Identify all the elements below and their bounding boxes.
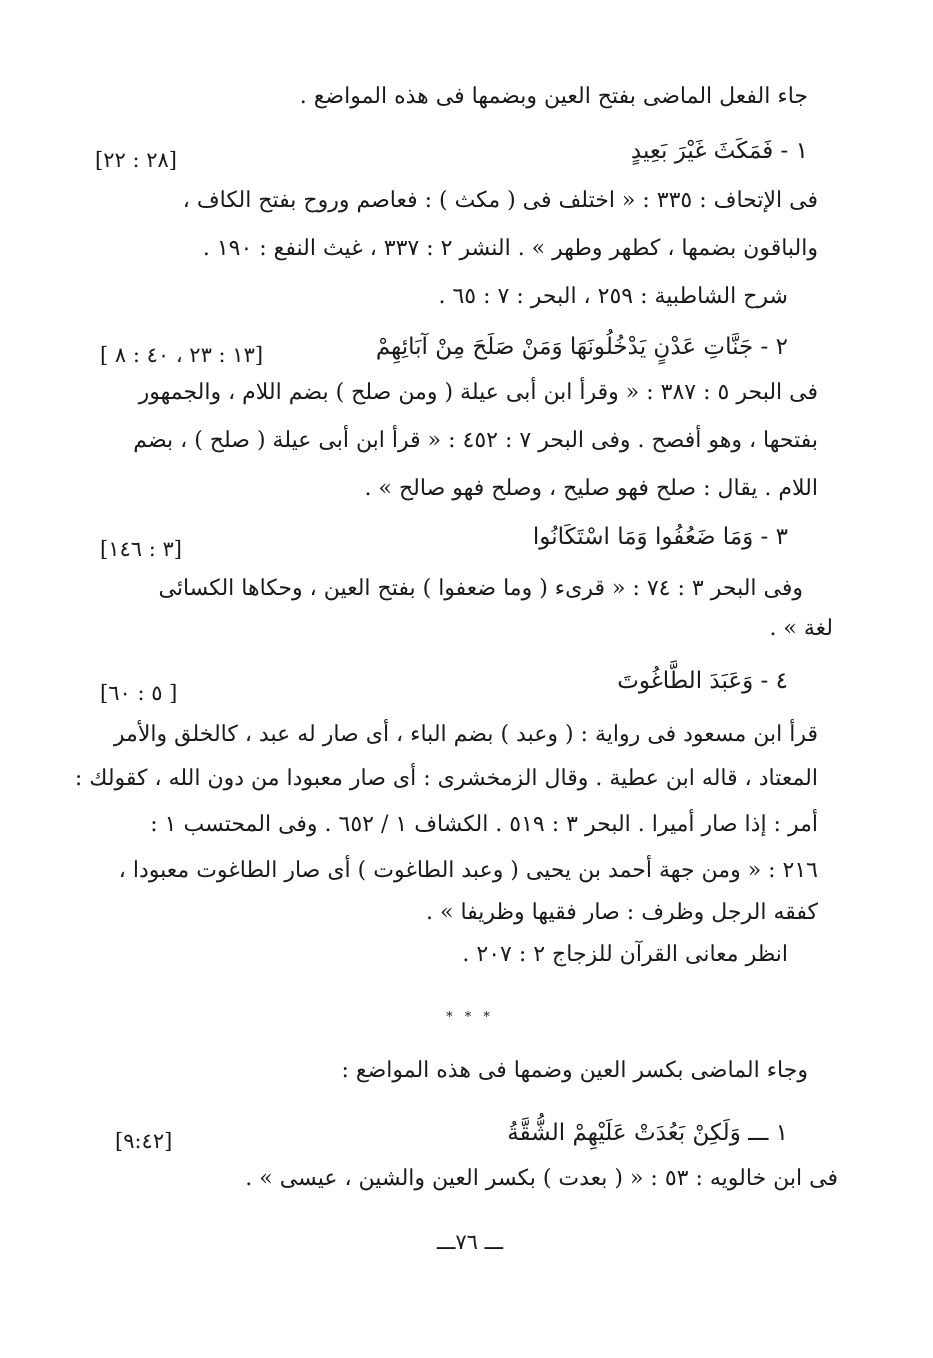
quran-verse: ٤ - وَعَبَدَ الطَّاغُوتَ bbox=[617, 668, 788, 694]
commentary-line: المعتاد ، قاله ابن عطية . وقال الزمخشرى : أى صار معبودا من دون الله ، كقولك : bbox=[74, 766, 818, 791]
quran-verse: ٢ - جَنَّاتِ عَدْنٍ يَدْخُلُونَهَا وَمَنْ صَلَحَ مِنْ آبَائِهِمْ bbox=[375, 334, 788, 360]
verse-reference: [٣ : ١٤٦] bbox=[100, 537, 182, 561]
section-separator: * * * bbox=[446, 1010, 494, 1025]
commentary-line: فى ابن خالويه : ٥٣ : « ( بعدت ) بكسر العين والشين ، عيسى » . bbox=[245, 1166, 838, 1191]
commentary-line: بفتحها ، وهو أفصح . وفى البحر ٧ : ٤٥٢ : « قرأ ابن أبى عيلة ( صلح ) ، بضم bbox=[133, 428, 818, 453]
commentary-line: فى البحر ٥ : ٣٨٧ : « وقرأ ابن أبى عيلة ( ومن صلح ) بضم اللام ، والجمهور bbox=[138, 380, 818, 405]
verse-reference: [٢٨ : ٢٢] bbox=[95, 148, 177, 172]
commentary-line: اللام . يقال : صلح فهو صليح ، وصلح فهو صالح » . bbox=[364, 476, 818, 501]
commentary-line: شرح الشاطبية : ٢٥٩ ، البحر : ٧ : ٦٥ . bbox=[438, 284, 788, 309]
commentary-line: فى الإتحاف : ٣٣٥ : « اختلف فى ( مكث ) : فعاصم وروح بفتح الكاف ، bbox=[182, 188, 818, 213]
commentary-line: انظر معانى القرآن للزجاج ٢ : ٢٠٧ . bbox=[462, 942, 788, 967]
section-intro: وجاء الماضى بكسر العين وضمها فى هذه المواضع : bbox=[341, 1058, 808, 1083]
quran-verse: ٣ - وَمَا ضَعُفُوا وَمَا اسْتَكَانُوا bbox=[532, 524, 788, 550]
verse-reference: [١٣ : ٢٣ ، ٤٠ : ٨ ] bbox=[100, 343, 264, 367]
commentary-line: ٢١٦ : « ومن جهة أحمد بن يحيى ( وعبد الطاغوت ) أى صار الطاغوت معبودا ، bbox=[118, 858, 818, 883]
commentary-line: كفقه الرجل وظرف : صار فقيها وظريفا » . bbox=[426, 900, 818, 925]
section-intro: جاء الفعل الماضى بفتح العين وبضمها فى هذه المواضع . bbox=[299, 84, 808, 109]
quran-verse: ١ - فَمَكَثَ غَيْرَ بَعِيدٍ bbox=[630, 138, 808, 164]
commentary-line: أمر : إذا صار أميرا . البحر ٣ : ٥١٩ . الكشاف ١ / ٦٥٢ . وفى المحتسب ١ : bbox=[150, 812, 818, 837]
page-number: ـــ ٧٦ـــ bbox=[436, 1230, 504, 1254]
verse-reference: [ ٥ : ٦٠] bbox=[100, 681, 178, 705]
commentary-line: وفى البحر ٣ : ٧٤ : « قرىء ( وما ضعفوا ) بفتح العين ، وحكاها الكسائى bbox=[158, 576, 803, 601]
commentary-line: والباقون بضمها ، كطهر وطهر » . النشر ٢ : ٣٣٧ ، غيث النفع : ١٩٠ . bbox=[202, 236, 818, 261]
commentary-line: لغة » . bbox=[769, 616, 833, 641]
commentary-line: قرأ ابن مسعود فى رواية : ( وعبد ) بضم الباء ، أى صار له عبد ، كالخلق والأمر bbox=[113, 722, 818, 747]
quran-verse: ١ ـــ وَلَكِنْ بَعُدَتْ عَلَيْهِمْ الشُّقَّةُ bbox=[507, 1120, 788, 1146]
verse-reference: [٩:٤٢] bbox=[115, 1129, 173, 1153]
